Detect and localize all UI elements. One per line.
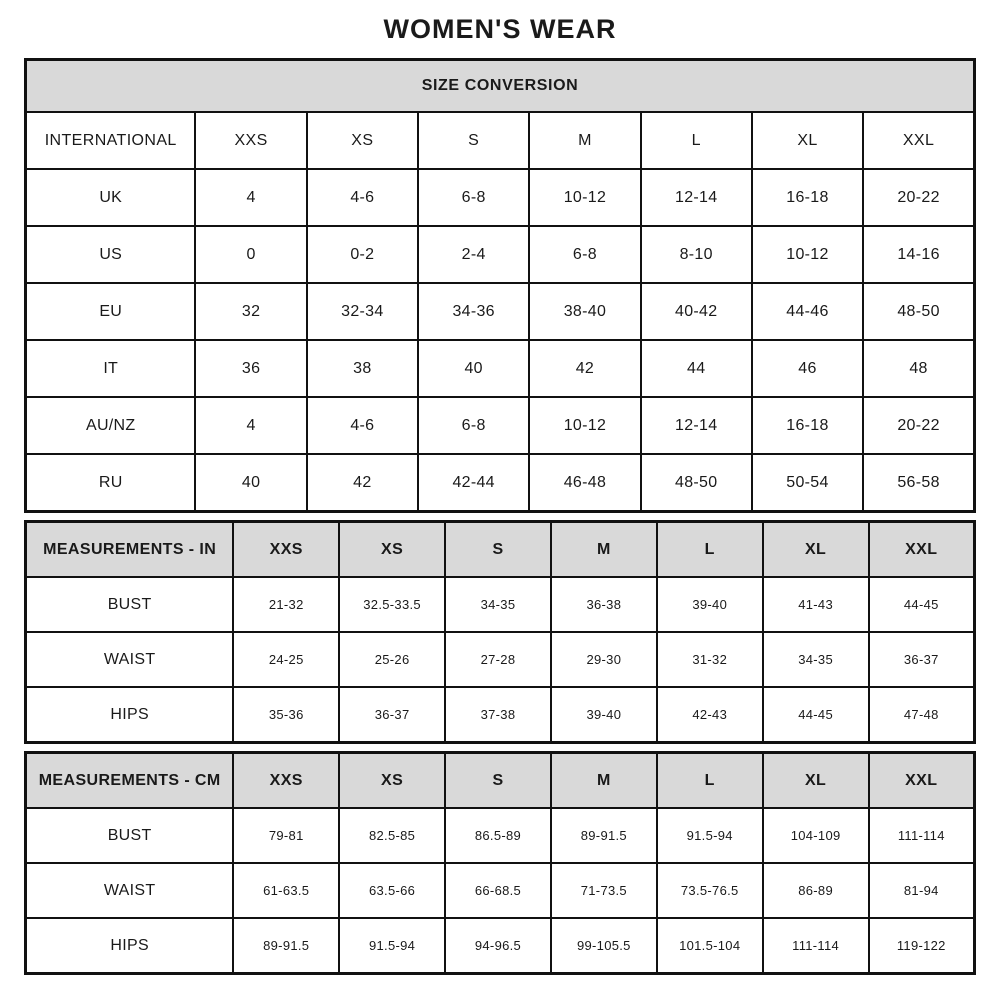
size-column-header: L bbox=[657, 522, 763, 578]
value-cell: 6-8 bbox=[529, 226, 640, 283]
size-column-header: XXL bbox=[863, 112, 974, 169]
value-cell: 111-114 bbox=[869, 808, 975, 863]
row-label: AU/NZ bbox=[26, 397, 196, 454]
table-banner: SIZE CONVERSION bbox=[26, 60, 975, 113]
value-cell: 47-48 bbox=[869, 687, 975, 743]
size-column-header: XXS bbox=[195, 112, 306, 169]
measurements-cm-table bbox=[24, 751, 976, 975]
value-cell: 29-30 bbox=[551, 632, 657, 687]
value-cell: 12-14 bbox=[641, 397, 752, 454]
size-column-header: M bbox=[529, 112, 640, 169]
value-cell: 34-36 bbox=[418, 283, 529, 340]
row-axis-header: MEASUREMENTS - IN bbox=[26, 522, 234, 578]
value-cell: 38 bbox=[307, 340, 418, 397]
value-cell: 66-68.5 bbox=[445, 863, 551, 918]
row-label: US bbox=[26, 226, 196, 283]
value-cell: 63.5-66 bbox=[339, 863, 445, 918]
value-cell: 16-18 bbox=[752, 169, 863, 226]
value-cell: 42 bbox=[307, 454, 418, 512]
size-column-header: XL bbox=[763, 753, 869, 809]
value-cell: 82.5-85 bbox=[339, 808, 445, 863]
value-cell: 40-42 bbox=[641, 283, 752, 340]
value-cell: 32 bbox=[195, 283, 306, 340]
row-label: WAIST bbox=[26, 632, 234, 687]
value-cell: 4 bbox=[195, 169, 306, 226]
table-row bbox=[26, 340, 975, 397]
value-cell: 20-22 bbox=[863, 397, 974, 454]
value-cell: 6-8 bbox=[418, 397, 529, 454]
size-column-header: XXS bbox=[233, 753, 339, 809]
value-cell: 31-32 bbox=[657, 632, 763, 687]
value-cell: 86-89 bbox=[763, 863, 869, 918]
value-cell: 56-58 bbox=[863, 454, 974, 512]
value-cell: 16-18 bbox=[752, 397, 863, 454]
row-label: EU bbox=[26, 283, 196, 340]
value-cell: 6-8 bbox=[418, 169, 529, 226]
value-cell: 8-10 bbox=[641, 226, 752, 283]
value-cell: 42 bbox=[529, 340, 640, 397]
value-cell: 50-54 bbox=[752, 454, 863, 512]
size-chart-page bbox=[24, 0, 976, 975]
value-cell: 37-38 bbox=[445, 687, 551, 743]
value-cell: 35-36 bbox=[233, 687, 339, 743]
value-cell: 40 bbox=[195, 454, 306, 512]
size-column-header: XXL bbox=[869, 522, 975, 578]
value-cell: 39-40 bbox=[657, 577, 763, 632]
value-cell: 48 bbox=[863, 340, 974, 397]
table-row bbox=[26, 863, 975, 918]
value-cell: 91.5-94 bbox=[339, 918, 445, 974]
size-column-header: S bbox=[418, 112, 529, 169]
size-column-header: XS bbox=[307, 112, 418, 169]
row-label: RU bbox=[26, 454, 196, 512]
size-column-header: M bbox=[551, 522, 657, 578]
value-cell: 48-50 bbox=[863, 283, 974, 340]
value-cell: 111-114 bbox=[763, 918, 869, 974]
value-cell: 34-35 bbox=[445, 577, 551, 632]
table-row bbox=[26, 687, 975, 743]
value-cell: 44 bbox=[641, 340, 752, 397]
value-cell: 73.5-76.5 bbox=[657, 863, 763, 918]
value-cell: 36 bbox=[195, 340, 306, 397]
table-row bbox=[26, 918, 975, 974]
value-cell: 41-43 bbox=[763, 577, 869, 632]
value-cell: 71-73.5 bbox=[551, 863, 657, 918]
value-cell: 38-40 bbox=[529, 283, 640, 340]
size-conversion-table bbox=[24, 58, 976, 513]
value-cell: 89-91.5 bbox=[551, 808, 657, 863]
value-cell: 25-26 bbox=[339, 632, 445, 687]
value-cell: 4 bbox=[195, 397, 306, 454]
value-cell: 2-4 bbox=[418, 226, 529, 283]
value-cell: 44-46 bbox=[752, 283, 863, 340]
column-header-row bbox=[26, 522, 975, 578]
value-cell: 79-81 bbox=[233, 808, 339, 863]
page-title: WOMEN'S WEAR bbox=[383, 14, 617, 44]
size-column-header: XS bbox=[339, 753, 445, 809]
value-cell: 119-122 bbox=[869, 918, 975, 974]
value-cell: 40 bbox=[418, 340, 529, 397]
table-row bbox=[26, 454, 975, 512]
size-column-header: XXL bbox=[869, 753, 975, 809]
row-label: HIPS bbox=[26, 918, 234, 974]
value-cell: 32-34 bbox=[307, 283, 418, 340]
value-cell: 46-48 bbox=[529, 454, 640, 512]
value-cell: 94-96.5 bbox=[445, 918, 551, 974]
table-banner-row bbox=[26, 60, 975, 113]
size-column-header: L bbox=[641, 112, 752, 169]
row-label: IT bbox=[26, 340, 196, 397]
row-label: WAIST bbox=[26, 863, 234, 918]
table-row bbox=[26, 577, 975, 632]
value-cell: 36-38 bbox=[551, 577, 657, 632]
value-cell: 104-109 bbox=[763, 808, 869, 863]
table-row bbox=[26, 283, 975, 340]
column-header-row bbox=[26, 112, 975, 169]
value-cell: 4-6 bbox=[307, 169, 418, 226]
value-cell: 10-12 bbox=[529, 397, 640, 454]
size-column-header: XL bbox=[763, 522, 869, 578]
value-cell: 10-12 bbox=[752, 226, 863, 283]
value-cell: 32.5-33.5 bbox=[339, 577, 445, 632]
value-cell: 20-22 bbox=[863, 169, 974, 226]
measurements-in-table bbox=[24, 520, 976, 744]
size-column-header: M bbox=[551, 753, 657, 809]
value-cell: 27-28 bbox=[445, 632, 551, 687]
row-axis-header: INTERNATIONAL bbox=[26, 112, 196, 169]
value-cell: 86.5-89 bbox=[445, 808, 551, 863]
value-cell: 14-16 bbox=[863, 226, 974, 283]
value-cell: 36-37 bbox=[339, 687, 445, 743]
value-cell: 10-12 bbox=[529, 169, 640, 226]
size-column-header: S bbox=[445, 522, 551, 578]
value-cell: 0 bbox=[195, 226, 306, 283]
row-label: BUST bbox=[26, 577, 234, 632]
value-cell: 81-94 bbox=[869, 863, 975, 918]
table-row bbox=[26, 632, 975, 687]
value-cell: 0-2 bbox=[307, 226, 418, 283]
value-cell: 44-45 bbox=[869, 577, 975, 632]
column-header-row bbox=[26, 753, 975, 809]
value-cell: 42-44 bbox=[418, 454, 529, 512]
value-cell: 21-32 bbox=[233, 577, 339, 632]
value-cell: 36-37 bbox=[869, 632, 975, 687]
value-cell: 48-50 bbox=[641, 454, 752, 512]
value-cell: 4-6 bbox=[307, 397, 418, 454]
row-label: UK bbox=[26, 169, 196, 226]
size-column-header: S bbox=[445, 753, 551, 809]
size-column-header: XL bbox=[752, 112, 863, 169]
table-row bbox=[26, 169, 975, 226]
value-cell: 101.5-104 bbox=[657, 918, 763, 974]
table-row bbox=[26, 808, 975, 863]
value-cell: 42-43 bbox=[657, 687, 763, 743]
value-cell: 12-14 bbox=[641, 169, 752, 226]
table-row bbox=[26, 226, 975, 283]
value-cell: 44-45 bbox=[763, 687, 869, 743]
value-cell: 89-91.5 bbox=[233, 918, 339, 974]
row-axis-header: MEASUREMENTS - CM bbox=[26, 753, 234, 809]
table-row bbox=[26, 397, 975, 454]
size-column-header: L bbox=[657, 753, 763, 809]
size-column-header: XXS bbox=[233, 522, 339, 578]
value-cell: 34-35 bbox=[763, 632, 869, 687]
size-column-header: XS bbox=[339, 522, 445, 578]
value-cell: 24-25 bbox=[233, 632, 339, 687]
value-cell: 46 bbox=[752, 340, 863, 397]
row-label: BUST bbox=[26, 808, 234, 863]
value-cell: 99-105.5 bbox=[551, 918, 657, 974]
row-label: HIPS bbox=[26, 687, 234, 743]
value-cell: 91.5-94 bbox=[657, 808, 763, 863]
value-cell: 39-40 bbox=[551, 687, 657, 743]
value-cell: 61-63.5 bbox=[233, 863, 339, 918]
